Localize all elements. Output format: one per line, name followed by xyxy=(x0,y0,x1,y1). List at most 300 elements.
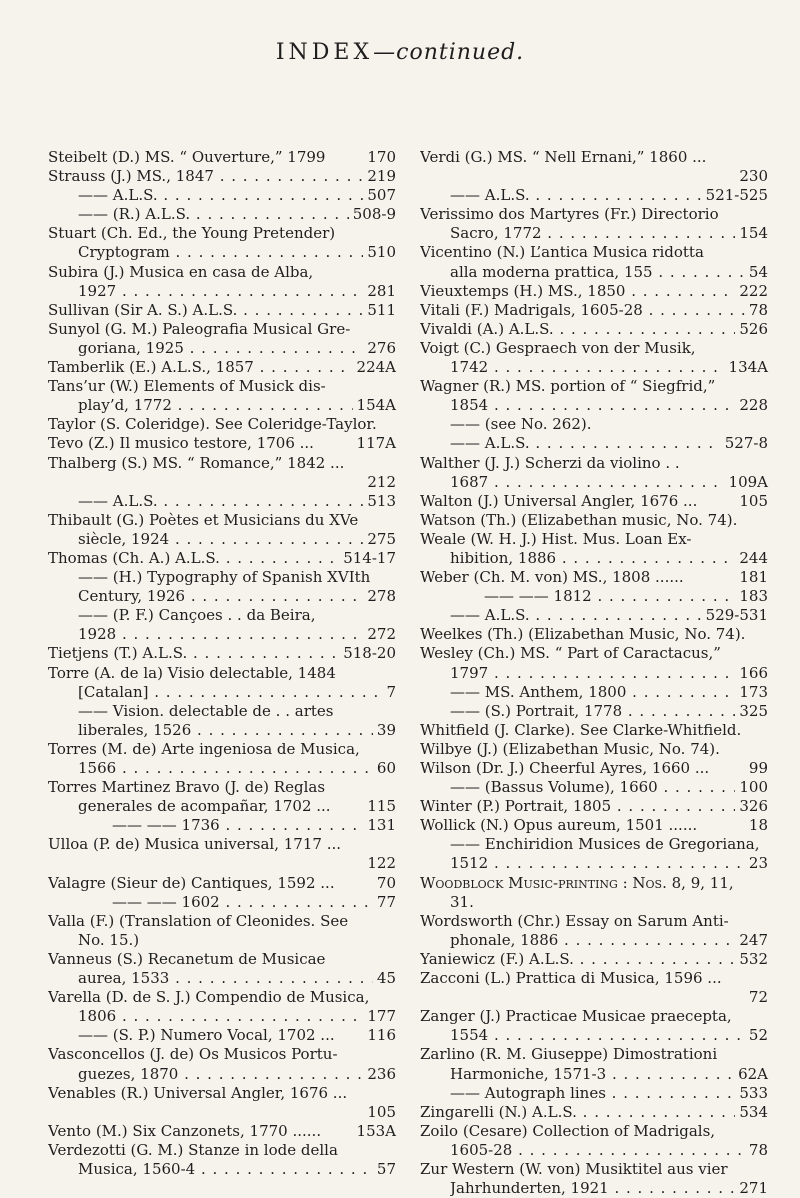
entry-page-number xyxy=(764,511,768,530)
index-entry xyxy=(48,625,396,644)
index-entry xyxy=(420,1160,768,1179)
entry-text: Venables (R.) Universal Angler, 1676 ... xyxy=(48,1083,348,1102)
entry-text: Wagner (R.) MS. portion of “ Siegfrid,” xyxy=(420,377,716,396)
index-entry xyxy=(420,339,768,358)
entry-page-number xyxy=(764,1160,768,1179)
index-entry xyxy=(420,606,768,625)
entry-page-number xyxy=(392,511,396,530)
entry-text: Wesley (Ch.) MS. “ Part of Caractacus,” xyxy=(420,644,721,663)
index-entry xyxy=(48,835,396,854)
entry-page-number: 244 xyxy=(739,548,768,567)
entry-text: Yaniewicz (F.) A.L.S. . . . xyxy=(420,950,735,969)
entry-text: Vasconcellos (J. de) Os Musicos Portu- xyxy=(48,1045,338,1064)
index-entry xyxy=(420,167,768,186)
entry-page-number xyxy=(392,778,396,797)
index-entry xyxy=(420,683,768,702)
index-entry xyxy=(420,969,768,988)
entry-page-number xyxy=(764,740,768,759)
index-entry xyxy=(48,816,396,835)
entry-text: Vitali (F.) Madrigals, 1605-28 . . . xyxy=(420,301,745,320)
entry-page-number: 212 xyxy=(367,472,396,491)
entry-text: Sullivan (Sir A. S.) A.L.S. . . . xyxy=(48,301,363,320)
entry-page-number xyxy=(764,912,768,931)
index-entry xyxy=(420,702,768,721)
entry-text: Walther (J. J.) Scherzi da violino . . xyxy=(420,453,680,472)
index-entry xyxy=(420,1084,768,1103)
entry-text: 1854 . . . xyxy=(450,396,735,415)
entry-page-number: 122 xyxy=(367,854,396,873)
index-entry xyxy=(48,396,396,415)
index-entry xyxy=(48,854,396,873)
entry-page-number xyxy=(392,320,396,339)
entry-text: Wollick (N.) Opus aureum, 1501 ...... xyxy=(420,816,698,835)
entry-text: Vicentino (N.) L’antica Musica ridotta xyxy=(420,243,704,262)
index-entry xyxy=(420,1122,768,1141)
index-entry xyxy=(420,1045,768,1064)
entry-text: liberales, 1526 . . . xyxy=(78,721,373,740)
entry-page-number: 219 xyxy=(367,167,396,186)
index-entry xyxy=(48,167,396,186)
entry-text: 1605-28 . . . xyxy=(450,1141,745,1160)
index-entry xyxy=(420,434,768,453)
entry-text: Vivaldi (A.) A.L.S. . . . xyxy=(420,320,735,339)
entry-page-number xyxy=(764,530,768,549)
entry-page-number xyxy=(392,950,396,969)
index-entry xyxy=(420,396,768,415)
index-entry xyxy=(420,874,768,893)
index-entry xyxy=(48,492,396,511)
index-entry xyxy=(420,492,768,511)
entry-page-number: 510 xyxy=(367,243,396,262)
entry-page-number xyxy=(764,1045,768,1064)
index-entry xyxy=(420,1007,768,1026)
index-entry xyxy=(48,759,396,778)
entry-text: Torres (M. de) Arte ingeniosa de Musica, xyxy=(48,739,360,758)
index-entry xyxy=(420,415,768,434)
index-entry xyxy=(420,988,768,1007)
entry-text: Watson (Th.) (Elizabethan music, No. 74). xyxy=(420,510,738,529)
entry-text: 1554 . . . xyxy=(450,1026,745,1045)
entry-page-number: 54 xyxy=(748,262,768,281)
index-entry xyxy=(420,320,768,339)
entry-text: play’d, 1772 . . . xyxy=(78,396,353,415)
entry-page-number: 275 xyxy=(367,529,396,548)
index-entry xyxy=(48,568,396,587)
entry-page-number: 52 xyxy=(748,1026,768,1045)
index-entry xyxy=(48,434,396,453)
index-entry xyxy=(420,301,768,320)
index-entry xyxy=(48,931,396,950)
entry-text: Zarlino (R. M. Giuseppe) Dimostrationi xyxy=(420,1045,718,1064)
entry-page-number: 57 xyxy=(376,1159,396,1178)
entry-page-number: 115 xyxy=(367,797,396,816)
index-entry xyxy=(420,893,768,912)
entry-text: Strauss (J.) MS., 1847 . . . xyxy=(48,167,363,186)
index-entry xyxy=(48,606,396,625)
entry-text: Vento (M.) Six Canzonets, 1770 ...... xyxy=(48,1121,322,1140)
entry-text: 1927 . . . xyxy=(78,282,363,301)
index-entry xyxy=(48,358,396,377)
index-entry xyxy=(48,1084,396,1103)
index-entry xyxy=(420,263,768,282)
index-entry xyxy=(48,530,396,549)
entry-text: Voigt (C.) Gespraech von der Musik, xyxy=(420,338,696,357)
entry-page-number: 514-17 xyxy=(343,548,396,567)
index-entry xyxy=(48,1007,396,1026)
entry-text: hibition, 1886 . . . xyxy=(450,549,735,568)
index-entry xyxy=(48,415,396,434)
entry-page-number: 224A xyxy=(356,358,396,377)
entry-text: Tietjens (T.) A.L.S. . . . xyxy=(48,644,339,663)
entry-page-number: 511 xyxy=(367,300,396,319)
entry-text: 1806 . . . xyxy=(78,1007,363,1026)
entry-page-number: 532 xyxy=(739,949,768,968)
index-entry xyxy=(48,454,396,473)
entry-text: 1928 . . . xyxy=(78,625,363,644)
index-entry xyxy=(420,816,768,835)
entry-text: Wilbye (J.) (Elizabethan Music, No. 74). xyxy=(420,739,720,758)
index-entry xyxy=(420,530,768,549)
entry-text: Subira (J.) Musica en casa de Alba, xyxy=(48,262,314,281)
entry-page-number: 230 xyxy=(739,167,768,186)
entry-text: Tans’ur (W.) Elements of Musick dis- xyxy=(48,377,326,396)
entry-page-number: 134A xyxy=(728,358,768,377)
entry-page-number: 533 xyxy=(739,1083,768,1102)
index-entry xyxy=(48,1141,396,1160)
entry-page-number xyxy=(392,835,396,854)
index-entry xyxy=(48,1045,396,1064)
entry-page-number: 177 xyxy=(367,1007,396,1026)
entry-page-number: 153A xyxy=(356,1121,396,1140)
entry-page-number: 100 xyxy=(739,778,768,797)
entry-text: Woodblock Music-printing : Nos. 8, 9, 11, xyxy=(420,873,734,892)
page-header xyxy=(0,40,800,65)
index-entry xyxy=(420,587,768,606)
entry-page-number: 116 xyxy=(367,1026,396,1045)
entry-page-number xyxy=(764,721,768,740)
entry-text: Vieuxtemps (H.) MS., 1850 . . . xyxy=(420,282,735,301)
index-entry xyxy=(420,282,768,301)
entry-text: —— —— 1812 . . . xyxy=(484,587,735,606)
index-entry xyxy=(420,664,768,683)
entry-text: —— A.L.S. . . . xyxy=(450,606,702,625)
entry-text: —— (H.) Typography of Spanish XVIth xyxy=(78,568,371,587)
index-entry xyxy=(48,778,396,797)
index-entry xyxy=(420,454,768,473)
entry-text: Valla (F.) (Translation of Cleonides. See xyxy=(48,911,349,930)
entry-page-number: 278 xyxy=(367,587,396,606)
entry-page-number: 527-8 xyxy=(724,434,768,453)
index-entry xyxy=(48,721,396,740)
entry-page-number: 7 xyxy=(386,682,396,701)
index-entry xyxy=(48,912,396,931)
right-index-column xyxy=(420,148,768,1198)
index-entry xyxy=(420,778,768,797)
entry-page-number: 228 xyxy=(739,396,768,415)
entry-page-number xyxy=(392,568,396,587)
entry-text: Cryptogram . . . xyxy=(78,243,363,262)
index-entry xyxy=(48,1122,396,1141)
entry-text: Zanger (J.) Practicae Musicae praecepta, xyxy=(420,1007,732,1026)
entry-text: 31. xyxy=(450,892,474,911)
entry-text: Verdi (G.) MS. “ Nell Ernani,” 1860 ... xyxy=(420,148,707,166)
index-entry xyxy=(48,683,396,702)
entry-text: 1797 . . . xyxy=(450,664,735,683)
entry-page-number: 170 xyxy=(367,148,396,166)
entry-text: phonale, 1886 . . . xyxy=(450,931,735,950)
entry-page-number xyxy=(392,606,396,625)
entry-text: [Catalan] . . . xyxy=(78,683,382,702)
entry-page-number xyxy=(392,664,396,683)
entry-page-number: 526 xyxy=(739,319,768,338)
entry-text: Zoilo (Cesare) Collection of Madrigals, xyxy=(420,1121,716,1140)
entry-text: Walton (J.) Universal Angler, 1676 ... xyxy=(420,491,698,510)
index-entry xyxy=(420,912,768,931)
index-entry xyxy=(420,1026,768,1045)
entry-text: Musica, 1560-4 . . . xyxy=(78,1160,373,1179)
index-entry xyxy=(48,702,396,721)
header-continued: —continued. xyxy=(373,40,525,65)
index-entry xyxy=(48,1103,396,1122)
entry-text: —— Autograph lines . . . xyxy=(450,1084,735,1103)
index-entry xyxy=(420,473,768,492)
index-entry xyxy=(48,664,396,683)
index-entry xyxy=(48,301,396,320)
index-entry xyxy=(48,587,396,606)
index-entry xyxy=(420,1065,768,1084)
index-entry xyxy=(420,950,768,969)
entry-page-number: 276 xyxy=(367,338,396,357)
index-entry xyxy=(420,377,768,396)
entry-page-number xyxy=(764,969,768,988)
entry-text: Sunyol (G. M.) Paleografia Musical Gre- xyxy=(48,319,351,338)
entry-page-number: 222 xyxy=(739,281,768,300)
entry-page-number xyxy=(392,702,396,721)
index-entry xyxy=(48,339,396,358)
entry-page-number: 521-525 xyxy=(705,186,768,205)
entry-page-number: 154 xyxy=(739,224,768,243)
entry-text: Vanneus (S.) Recanetum de Musicae xyxy=(48,949,326,968)
entry-text: Zingarelli (N.) A.L.S. . . . xyxy=(420,1103,735,1122)
entry-text: —— (S.) Portrait, 1778 . . . xyxy=(450,702,735,721)
entry-page-number: 60 xyxy=(376,759,396,777)
entry-page-number xyxy=(392,1045,396,1064)
entry-page-number xyxy=(392,1141,396,1160)
index-entry xyxy=(420,511,768,530)
entry-page-number: 326 xyxy=(739,797,768,816)
index-entry xyxy=(48,511,396,530)
entry-text: Century, 1926 . . . xyxy=(78,587,363,606)
entry-text: Varella (D. de S. J.) Compendio de Musica, xyxy=(48,988,370,1007)
index-entry xyxy=(48,740,396,759)
entry-page-number xyxy=(764,148,768,167)
index-entry xyxy=(48,874,396,893)
entry-page-number: 508-9 xyxy=(352,205,396,224)
entry-text: —— A.L.S. . . . xyxy=(450,186,702,205)
entry-page-number: 39 xyxy=(376,720,396,739)
entry-text xyxy=(420,167,735,186)
entry-page-number: 77 xyxy=(376,892,396,911)
entry-text: 1566 . . . xyxy=(78,759,373,778)
index-entry xyxy=(48,644,396,663)
entry-page-number xyxy=(764,339,768,358)
left-index-column xyxy=(48,148,396,1179)
entry-text: generales de acompañar, 1702 ... xyxy=(78,797,331,816)
index-entry xyxy=(420,759,768,778)
entry-page-number: 109A xyxy=(728,472,768,491)
entry-page-number: 70 xyxy=(376,873,396,892)
index-entry xyxy=(48,1065,396,1084)
entry-page-number xyxy=(392,377,396,396)
entry-text: Torres Martinez Bravo (J. de) Reglas xyxy=(48,778,326,797)
entry-page-number: 183 xyxy=(739,587,768,606)
index-entry xyxy=(420,1179,768,1198)
entry-text: —— (P. F.) Cançoes . . da Beira, xyxy=(78,606,316,625)
entry-text: —— (S. P.) Numero Vocal, 1702 ... xyxy=(78,1026,335,1045)
entry-page-number xyxy=(764,415,768,434)
entry-page-number: 18 xyxy=(748,816,768,835)
index-entry xyxy=(420,931,768,950)
entry-page-number: 105 xyxy=(739,491,768,510)
entry-text: Thomas (Ch. A.) A.L.S. . . . xyxy=(48,549,339,568)
entry-page-number xyxy=(392,415,396,434)
entry-text: No. 15.) xyxy=(78,930,140,949)
entry-page-number: 518-20 xyxy=(343,644,396,663)
index-entry xyxy=(420,721,768,740)
index-entry xyxy=(420,644,768,663)
entry-page-number xyxy=(392,1084,396,1103)
index-entry xyxy=(420,835,768,854)
index-entry xyxy=(420,358,768,377)
entry-page-number xyxy=(764,243,768,262)
entry-page-number: 271 xyxy=(739,1179,768,1198)
entry-text: 1512 . . . xyxy=(450,854,745,873)
index-entry xyxy=(48,377,396,396)
entry-text: alla moderna prattica, 155 . . . xyxy=(450,263,745,282)
entry-text: Weber (Ch. M. von) MS., 1808 ...... xyxy=(420,568,684,587)
entry-text: Whitfield (J. Clarke). See Clarke-Whitfield. xyxy=(420,720,742,739)
entry-text: Ulloa (P. de) Musica universal, 1717 ... xyxy=(48,835,342,854)
entry-text xyxy=(48,473,363,492)
index-entry xyxy=(420,568,768,587)
entry-page-number xyxy=(764,644,768,663)
entry-text: —— (Bassus Volume), 1660 . . . xyxy=(450,778,735,797)
entry-text: Weelkes (Th.) (Elizabethan Music, No. 74). xyxy=(420,625,746,644)
entry-page-number xyxy=(764,1007,768,1026)
entry-text: Tamberlik (E.) A.L.S., 1857 . . . xyxy=(48,358,353,377)
entry-text: aurea, 1533 . . . xyxy=(78,969,373,988)
entry-page-number xyxy=(392,454,396,473)
entry-text: Valagre (Sieur de) Cantiques, 1592 ... xyxy=(48,873,335,892)
index-entry xyxy=(420,1141,768,1160)
entry-text xyxy=(420,988,745,1007)
entry-page-number xyxy=(764,893,768,912)
entry-text: Stuart (Ch. Ed., the Young Pretender) xyxy=(48,224,336,243)
entry-page-number xyxy=(392,224,396,243)
entry-text: Thibault (G.) Poètes et Musicians du XVe xyxy=(48,510,359,529)
entry-text: Harmoniche, 1571-3 . . . xyxy=(450,1065,734,1084)
entry-text: Weale (W. H. J.) Hist. Mus. Loan Ex- xyxy=(420,529,692,548)
entry-text: 1742 . . . xyxy=(450,358,725,377)
entry-page-number: 154A xyxy=(356,396,396,415)
entry-text: Zur Western (W. von) Musiktitel aus vier xyxy=(420,1159,728,1178)
entry-page-number: 181 xyxy=(739,568,768,587)
entry-page-number: 325 xyxy=(739,701,768,720)
entry-page-number xyxy=(392,263,396,282)
header-title: INDEX xyxy=(275,40,374,65)
entry-page-number: 534 xyxy=(739,1102,768,1121)
entry-page-number xyxy=(392,988,396,1007)
index-entry xyxy=(420,148,768,167)
entry-page-number xyxy=(392,912,396,931)
entry-page-number: 236 xyxy=(367,1064,396,1083)
entry-text: Zacconi (L.) Prattica di Musica, 1596 ... xyxy=(420,969,722,988)
entry-page-number: 272 xyxy=(367,625,396,644)
entry-text: Torre (A. de la) Visio delectable, 1484 xyxy=(48,663,336,682)
entry-text xyxy=(48,1103,363,1122)
entry-text: Wordsworth (Chr.) Essay on Sarum Anti- xyxy=(420,911,729,930)
index-entry xyxy=(420,186,768,205)
index-entry xyxy=(48,148,396,167)
entry-text: —— A.L.S. . . . xyxy=(78,186,363,205)
index-entry xyxy=(48,893,396,912)
index-entry xyxy=(48,243,396,262)
index-entry xyxy=(48,473,396,492)
entry-page-number: 247 xyxy=(739,930,768,949)
entry-page-number xyxy=(764,835,768,854)
entry-text: Winter (P.) Portrait, 1805 . . . xyxy=(420,797,735,816)
entry-page-number: 105 xyxy=(367,1102,396,1121)
index-entry xyxy=(420,1103,768,1122)
entry-page-number xyxy=(764,454,768,473)
entry-text: guezes, 1870 . . . xyxy=(78,1065,363,1084)
entry-page-number xyxy=(392,931,396,950)
index-entry xyxy=(420,243,768,262)
index-entry xyxy=(48,969,396,988)
entry-text: goriana, 1925 . . . xyxy=(78,339,363,358)
entry-text: Tevo (Z.) Il musico testore, 1706 ... xyxy=(48,434,314,453)
entry-page-number xyxy=(764,874,768,893)
entry-text: Jahrhunderten, 1921 . . . xyxy=(450,1179,735,1198)
entry-page-number: 529-531 xyxy=(705,606,768,625)
entry-text: Sacro, 1772 . . . xyxy=(450,224,735,243)
index-entry xyxy=(420,797,768,816)
entry-page-number xyxy=(392,740,396,759)
entry-page-number: 513 xyxy=(367,491,396,510)
entry-text: —— (see No. 262). xyxy=(450,415,592,434)
entry-text: —— —— 1602 . . . xyxy=(112,893,373,912)
index-entry xyxy=(48,797,396,816)
entry-page-number: 72 xyxy=(748,988,768,1007)
index-entry xyxy=(48,282,396,301)
entry-text: —— —— 1736 . . . xyxy=(112,816,363,835)
index-entry xyxy=(420,854,768,873)
index-entry xyxy=(420,740,768,759)
entry-page-number: 78 xyxy=(748,300,768,319)
entry-text: —— Enchiridion Musices de Gregoriana, xyxy=(450,835,760,854)
index-entry xyxy=(420,205,768,224)
entry-page-number xyxy=(764,377,768,396)
entry-text: 1687 . . . xyxy=(450,473,725,492)
entry-page-number: 131 xyxy=(367,816,396,835)
entry-page-number: 173 xyxy=(739,682,768,701)
entry-text: siècle, 1924 . . . xyxy=(78,530,363,549)
index-entry xyxy=(48,205,396,224)
index-entry xyxy=(48,1026,396,1045)
entry-text: Verdezotti (G. M.) Stanze in lode della xyxy=(48,1140,338,1159)
entry-text: Taylor (S. Coleridge). See Coleridge-Taylor. xyxy=(48,415,377,434)
entry-page-number: 507 xyxy=(367,186,396,205)
